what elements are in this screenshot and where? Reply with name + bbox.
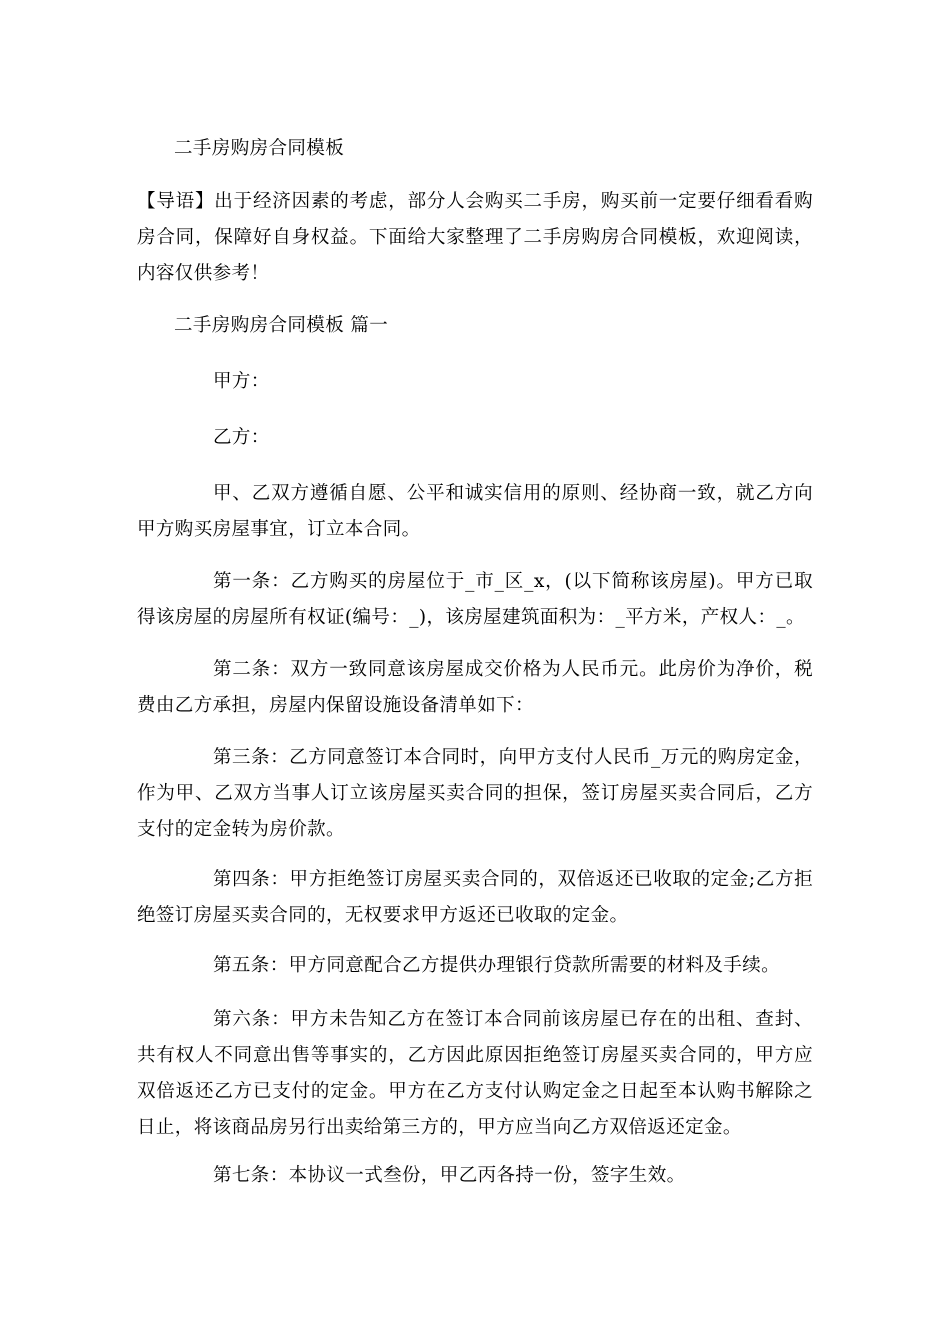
preamble-paragraph: 甲、乙双方遵循自愿、公平和诚实信用的原则、经协商一致，就乙方向甲方购买房屋事宜，订立本合同。 [137, 483, 813, 540]
article-3: 第三条：乙方同意签订本合同时，向甲方支付人民币_万元的购房定金，作为甲、乙双方当事人订立该房屋买卖合同的担保，签订房屋买卖合同后，乙方支付的定金转为房价款。 [137, 747, 813, 840]
section-title: 二手房购房合同模板 篇一 [174, 315, 389, 336]
party-b-label: 乙方： [213, 427, 270, 448]
article-5: 第五条：甲方同意配合乙方提供办理银行贷款所需要的材料及手续。 [213, 955, 781, 976]
intro-paragraph: 【导语】出于经济因素的考虑，部分人会购买二手房，购买前一定要仔细看看购房合同，保障好自身权益。下面给大家整理了二手房购房合同模板，欢迎阅读，内容仅供参考！ [137, 191, 813, 284]
article-7: 第七条：本协议一式叁份，甲乙丙各持一份，签字生效。 [213, 1165, 686, 1186]
article-6: 第六条：甲方未告知乙方在签订本合同前该房屋已存在的出租、查封、共有权人不同意出售等事实的，乙方因此原因拒绝签订房屋买卖合同的，甲方应双倍返还乙方已支付的定金。甲方在乙方支付认购定金之日起至本认购书解除之日止，将该商品房另行出卖给第三方的，甲方应当向乙方双倍返还定金。 [137, 1009, 813, 1138]
party-a-label: 甲方： [213, 371, 270, 392]
article-4: 第四条：甲方拒绝签订房屋买卖合同的，双倍返还已收取的定金;乙方拒绝签订房屋买卖合同的，无权要求甲方返还已收取的定金。 [137, 869, 813, 926]
article-2: 第二条：双方一致同意该房屋成交价格为人民币元。此房价为净价，税费由乙方承担，房屋内保留设施设备清单如下： [137, 659, 813, 716]
document-title: 二手房购房合同模板 [174, 138, 345, 159]
article-1: 第一条：乙方购买的房屋位于_市_区_x，(以下简称该房屋)。甲方已取得该房屋的房屋所有权证(编号：_)，该房屋建筑面积为：_平方米，产权人：_。 [137, 571, 813, 628]
